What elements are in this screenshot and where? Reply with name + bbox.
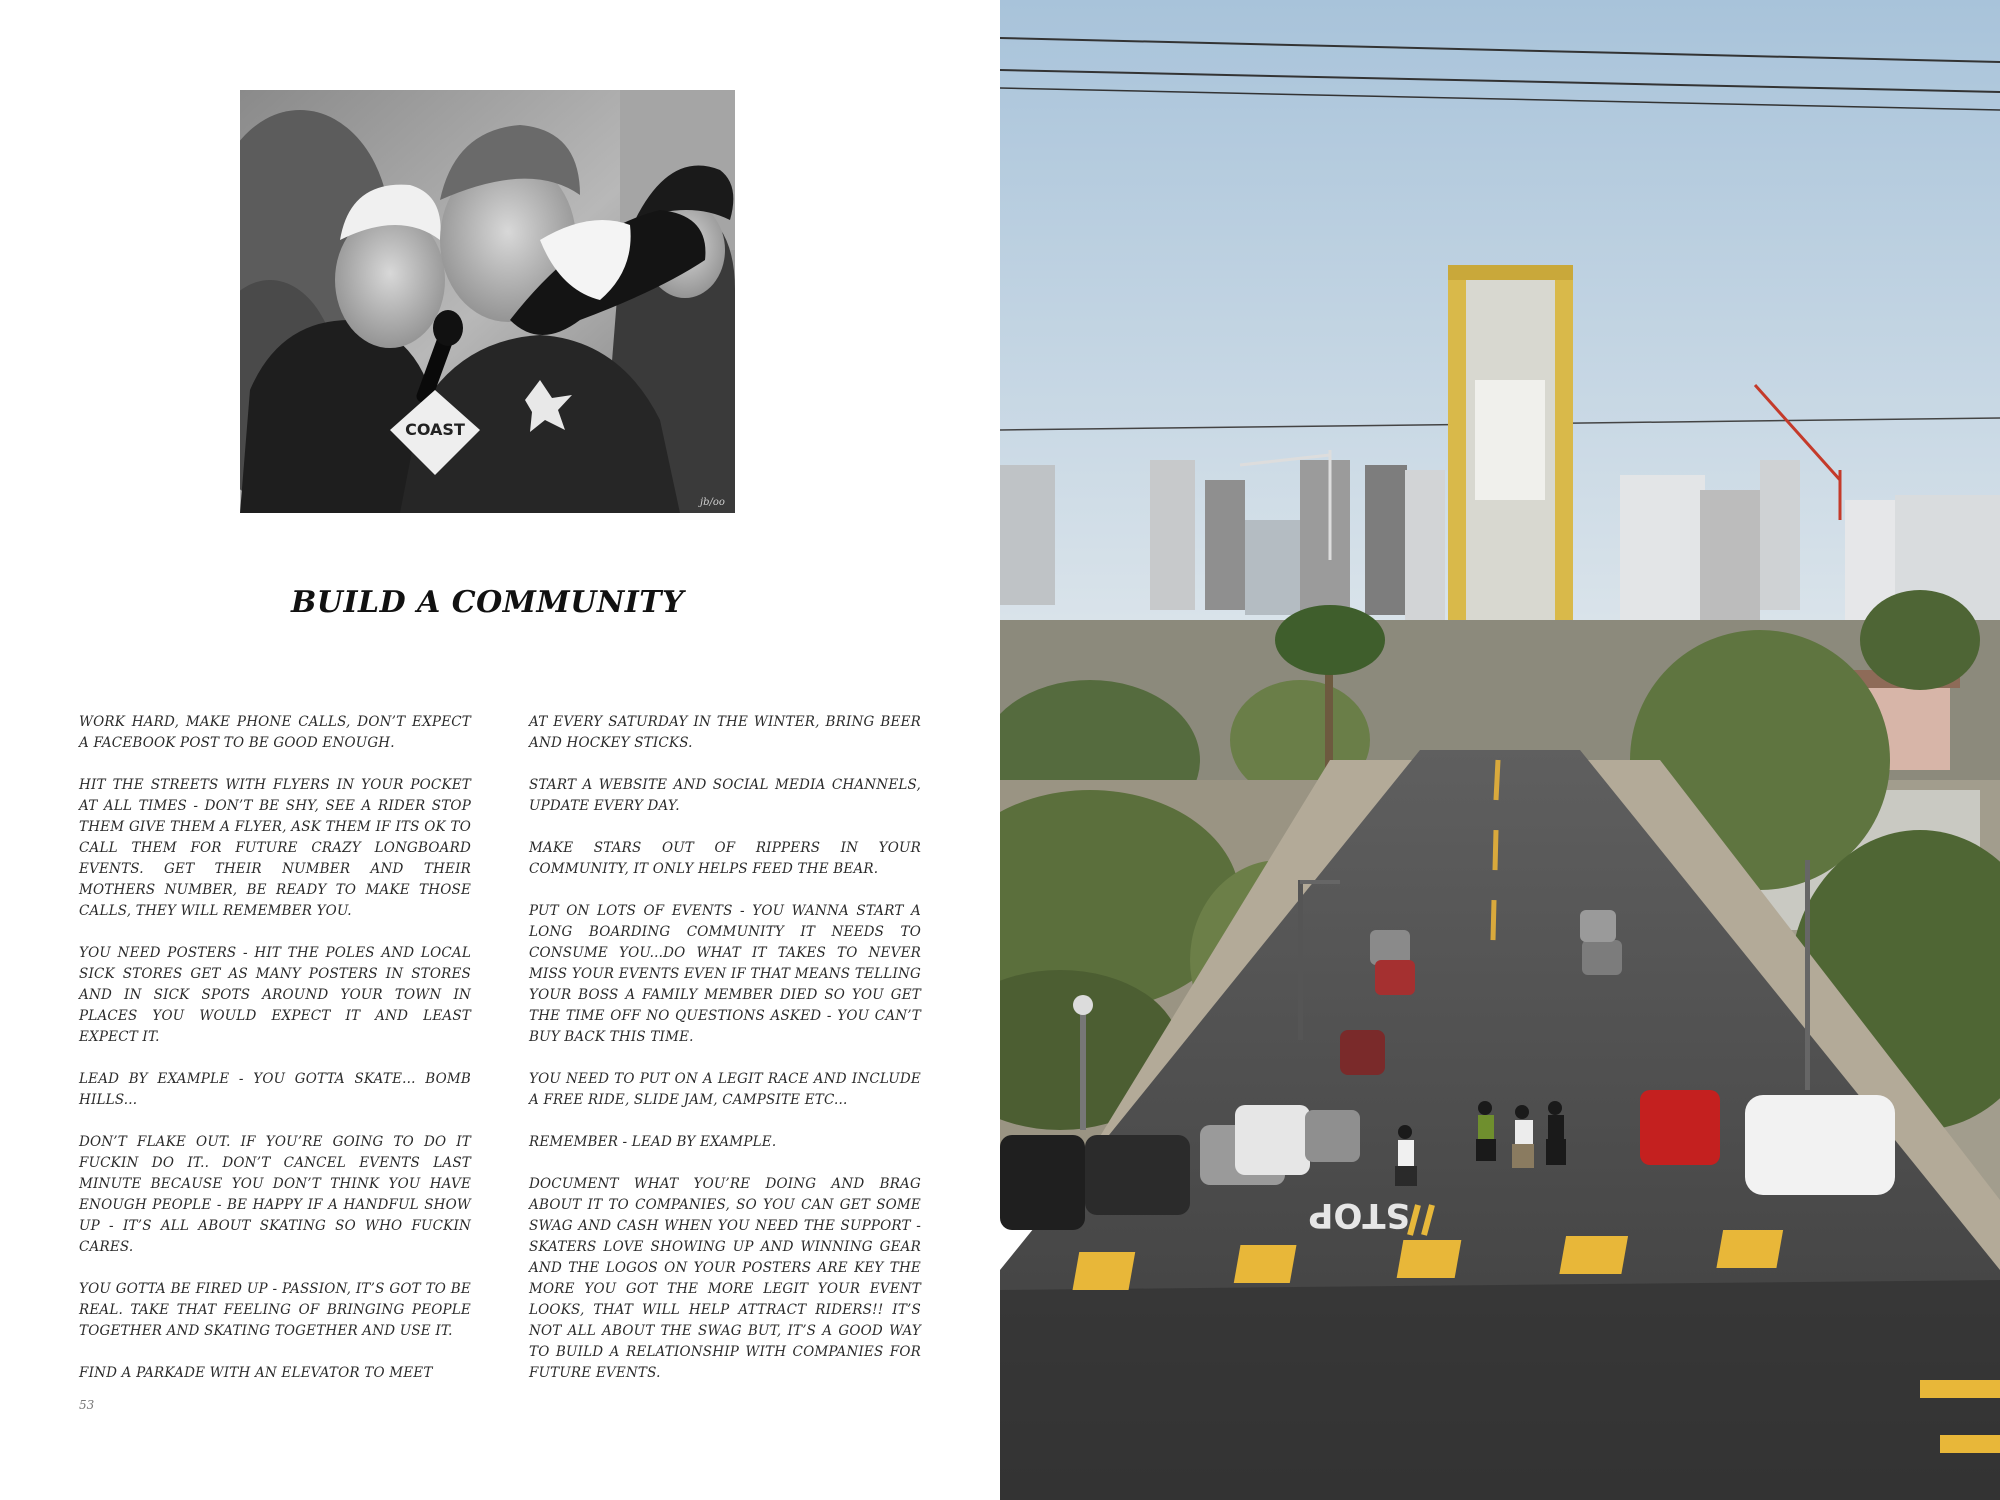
paragraph: REMEMBER - LEAD BY EXAMPLE. [529, 1134, 777, 1150]
paragraph: PUT ON LOTS OF EVENTS - YOU WANNA START A LONG BOARDING COMMUNITY IT NEEDS TO CONSUME YOU...DO WHAT IT TAKES TO NEVER MISS YOUR EVENTS EVEN IF THAT MEANS TELLING YOUR BOSS A FAMILY MEMBER DIED SO YOU GET THE TIME OFF NO QUESTIONS ASKED - YOU CAN’T BUY BACK THIS TIME. [529, 903, 921, 1045]
paragraph: HIT THE STREETS WITH FLYERS IN YOUR POCKET AT ALL TIMES - DON’T BE SHY, SEE A RIDER STOP THEM GIVE THEM A FLYER, ASK THEM IF ITS OK TO CALL THEM FOR FUTURE CRAZY LONGBOARD EVENTS. GET THEIR NUMBER AND THEIR MOTHERS NUMBER, BE READY TO MAKE THOSE CALLS, THEY WILL REMEMBER YOU. [79, 777, 471, 919]
street-photo [1000, 0, 2000, 1500]
text-column-left [79, 712, 471, 1405]
paragraph: DOCUMENT WHAT YOU’RE DOING AND BRAG ABOUT IT TO COMPANIES, SO YOU CAN GET SOME SWAG AND CASH WHEN YOU NEED THE SUPPORT - SKATERS LOVE SHOWING UP AND WINNING GEAR AND THE LOGOS ON YOUR POSTERS ARE KEY THE MORE YOU GOT THE MORE LEGIT YOUR EVENT LOOKS, THAT WILL HELP ATTRACT RIDERS!! IT’S NOT ALL ABOUT THE SWAG BUT, IT’S A GOOD WAY TO BUILD A RELATIONSHIP WITH COMPANIES FOR FUTURE EVENTS. [529, 1176, 921, 1381]
paragraph: YOU NEED POSTERS - HIT THE POLES AND LOCAL SICK STORES GET AS MANY POSTERS IN STORES AND IN SICK SPOTS AROUND YOUR TOWN IN PLACES YOU WOULD EXPECT IT AND LEAST EXPECT IT. [79, 945, 471, 1045]
bw-photo-hug [240, 90, 735, 513]
paragraph: DON’T FLAKE OUT. IF YOU’RE GOING TO DO IT FUCKIN DO IT.. DON’T CANCEL EVENTS LAST MINUTE BECAUSE YOU DON’T THINK YOU HAVE ENOUGH PEOPLE - BE HAPPY IF A HANDFUL SHOW UP - IT’S ALL ABOUT SKATING SO WHO FUCKIN CARES. [79, 1134, 471, 1255]
street-marking: STOP [1308, 1195, 1410, 1235]
paragraph: START A WEBSITE AND SOCIAL MEDIA CHANNELS, UPDATE EVERY DAY. [529, 777, 921, 814]
paragraph: WORK HARD, MAKE PHONE CALLS, DON’T EXPECT A FACEBOOK POST TO BE GOOD ENOUGH. [79, 714, 471, 751]
headline: BUILD A COMMUNITY [290, 585, 685, 620]
paragraph: AT EVERY SATURDAY IN THE WINTER, BRING BEER AND HOCKEY STICKS. [529, 714, 921, 751]
paragraph: LEAD BY EXAMPLE - YOU GOTTA SKATE... BOMB HILLS... [79, 1071, 471, 1108]
paragraph: YOU GOTTA BE FIRED UP - PASSION, IT’S GOT TO BE REAL. TAKE THAT FEELING OF BRINGING PEOPLE TOGETHER AND SKATING TOGETHER AND USE IT. [79, 1281, 471, 1339]
shirt-text: COAST [405, 420, 465, 439]
text-column-right [529, 712, 921, 1405]
page-number: 53 [79, 1398, 95, 1412]
paragraph: FIND A PARKADE WITH AN ELEVATOR TO MEET [79, 1365, 433, 1381]
photo-watermark: jb/oo [700, 497, 725, 508]
paragraph: MAKE STARS OUT OF RIPPERS IN YOUR COMMUNITY, IT ONLY HELPS FEED THE BEAR. [529, 840, 921, 877]
paragraph: YOU NEED TO PUT ON A LEGIT RACE AND INCLUDE A FREE RIDE, SLIDE JAM, CAMPSITE ETC... [529, 1071, 921, 1108]
